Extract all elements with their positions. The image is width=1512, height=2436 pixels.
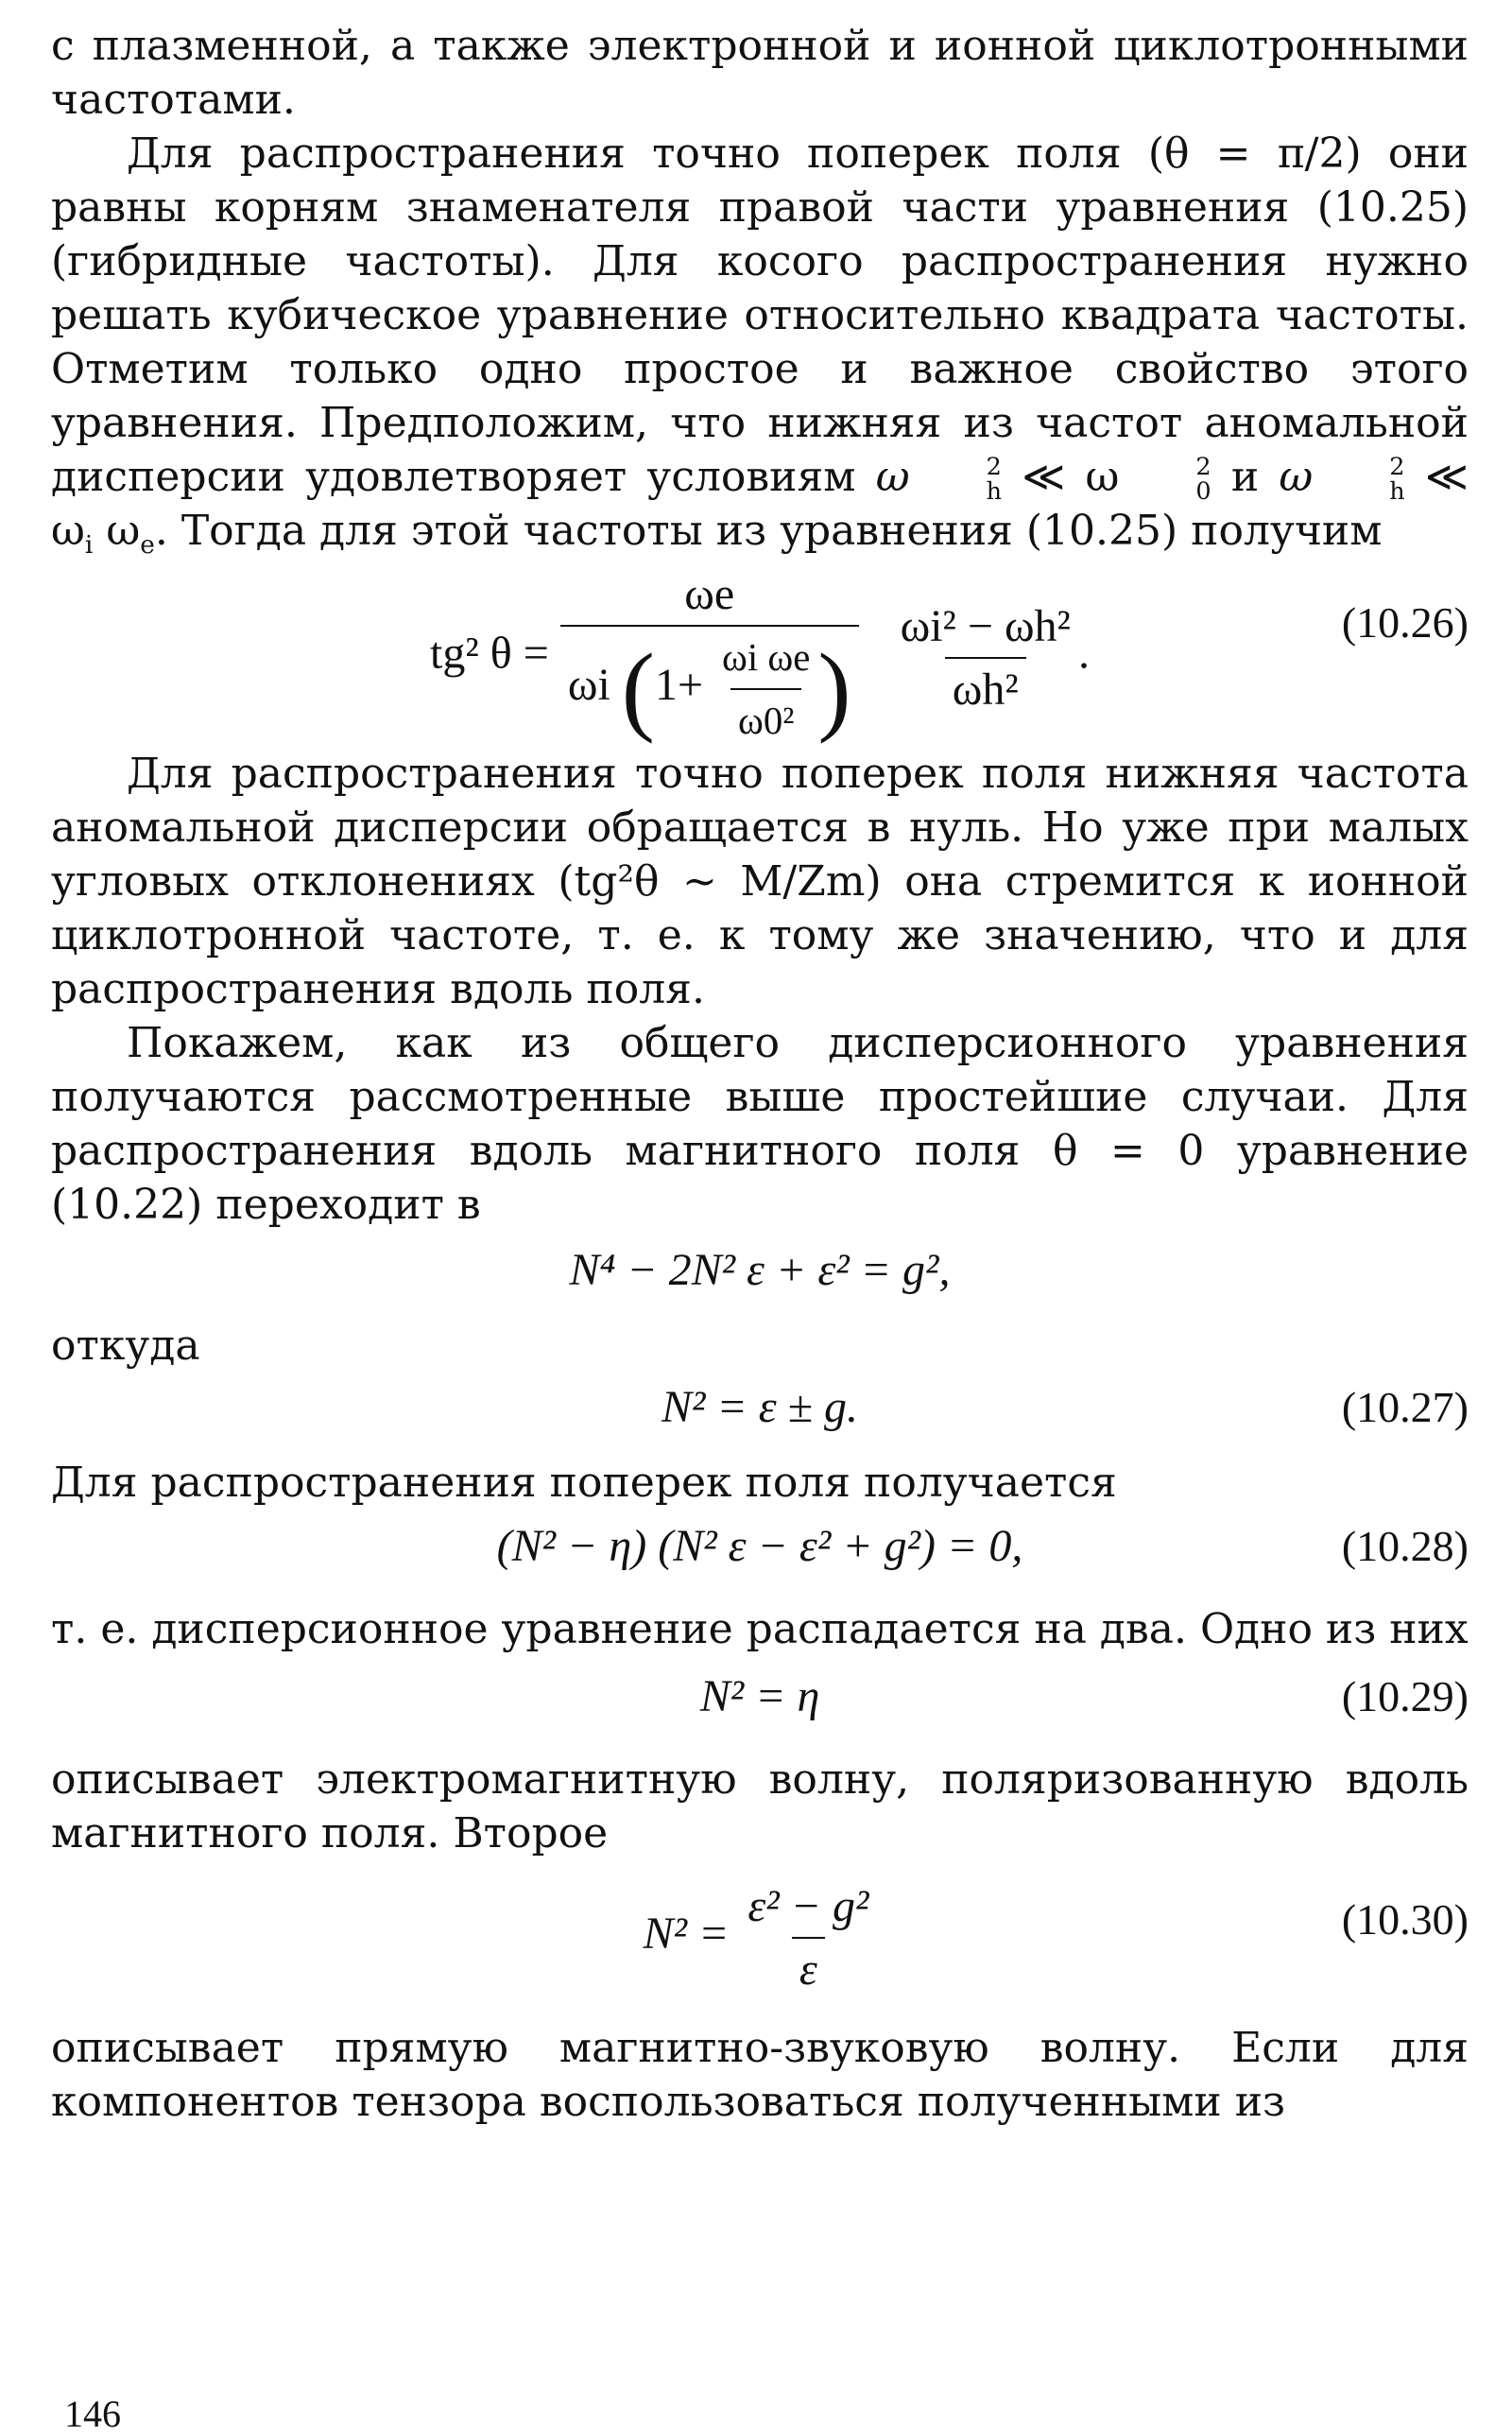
paragraph-2-text-b: . Тогда для этой частоты из уравнения (10.25) получим bbox=[154, 507, 1383, 556]
eq-10-26-number: (10.26) bbox=[1341, 598, 1469, 648]
paragraph-9: описывает прямую магнитно-звуковую волну. Если для компонентов тензора воспользоваться полученными из bbox=[51, 2024, 1469, 2127]
paragraph-7: т. е. дисперсионное уравнение распадается на два. Одно из них bbox=[51, 1605, 1469, 1654]
paragraph-6: Для распространения поперек поля получается bbox=[51, 1459, 1117, 1508]
eq-10-26-lhs: tg² θ = bbox=[430, 628, 549, 679]
eq-10-27-number: (10.27) bbox=[1341, 1383, 1469, 1432]
eq-10-30-number: (10.30) bbox=[1341, 1895, 1469, 1944]
paragraph-3: Для распространения точно поперек поля нижняя частота аномальной дисперсии обращается в нуль. Но уже при малых угловых отклонениях (tg²θ ∼ M/Zm) она стремится к ионной циклотронной частоте, т. е. к тому же значению, что и для распространения вдоль поля. bbox=[51, 750, 1469, 1014]
equation-10-27: N² = ε ± g. (10.27) bbox=[661, 1382, 1469, 1433]
eq-10-29-number: (10.29) bbox=[1341, 1672, 1469, 1721]
condition-1: ω 2 h ≪ ω 2 0 bbox=[875, 452, 1211, 506]
paragraph-4: Покажем, как из общего дисперсионного уравнения получаются рассмотренные выше простейшие случаи. Для распространения вдоль магнитного поля θ = 0 уравнение (10.22) переходит в bbox=[51, 1019, 1469, 1230]
paragraph-8: описывает электромагнитную волну, поляризованную вдоль магнитного поля. Второе bbox=[51, 1755, 1469, 1858]
paragraph-5: откуда bbox=[51, 1322, 200, 1371]
eq-10-26-fraction-2: $\frac{\text{ωi² − ωh²}}{\text{ωh²}}$ bbox=[900, 600, 1071, 715]
paragraph-1: с плазменной, а также электронной и ионной циклотронными частотами. bbox=[51, 22, 1469, 124]
equation-unnumbered: N⁴ − 2N² ε + ε² = g², bbox=[569, 1245, 951, 1296]
paragraph-2 bbox=[51, 127, 1469, 561]
equation-10-29: N² = η (10.29) bbox=[699, 1671, 1469, 1722]
page-number: 146 bbox=[64, 2393, 121, 2435]
and-word: и bbox=[1230, 453, 1260, 501]
page-body bbox=[51, 19, 1469, 2129]
eq-10-28-number: (10.28) bbox=[1341, 1522, 1469, 1571]
equation-10-30: N² = $\frac{\text{ε² − g²}}{\varepsilon}$ (10.30) bbox=[643, 1881, 1469, 1995]
eq-10-26-fraction-1: ωe ωi (1+ $\frac{\text{ωi ωe}}{\text{ω0²}}$ ) bbox=[560, 567, 859, 748]
equation-10-26: tg² θ = ωe ωi (1+ $\frac{\text{ωi ωe}}{\text{ω0²}}$ ) $\frac{\text{ωi² − ωh²}}{\text{ωh²}}$ . (10.26) bbox=[51, 558, 1469, 735]
eq-10-30-fraction: $\frac{\text{ε² − g²}}{\varepsilon}$ bbox=[747, 1881, 869, 1995]
condition-2: ω 2 h ≪ $\omega_i$ $\omega_e$ bbox=[51, 452, 1469, 561]
paragraph-2-text-a: Для распространения точно поперек поля (θ = π/2) они равны корням знаменателя правой части уравнения (10.25) (гибридные частоты). Для косого распространения нужно решать кубическое уравнение относительно квадрата частоты. Отметим только одно простое и важное свойство этого уравнения. Предположим, что нижняя из частот аномальной дисперсии удовлетворяет условиям bbox=[51, 130, 1469, 501]
equation-10-28: (N² − η) (N² ε − ε² + g²) = 0, (10.28) bbox=[496, 1521, 1469, 1572]
